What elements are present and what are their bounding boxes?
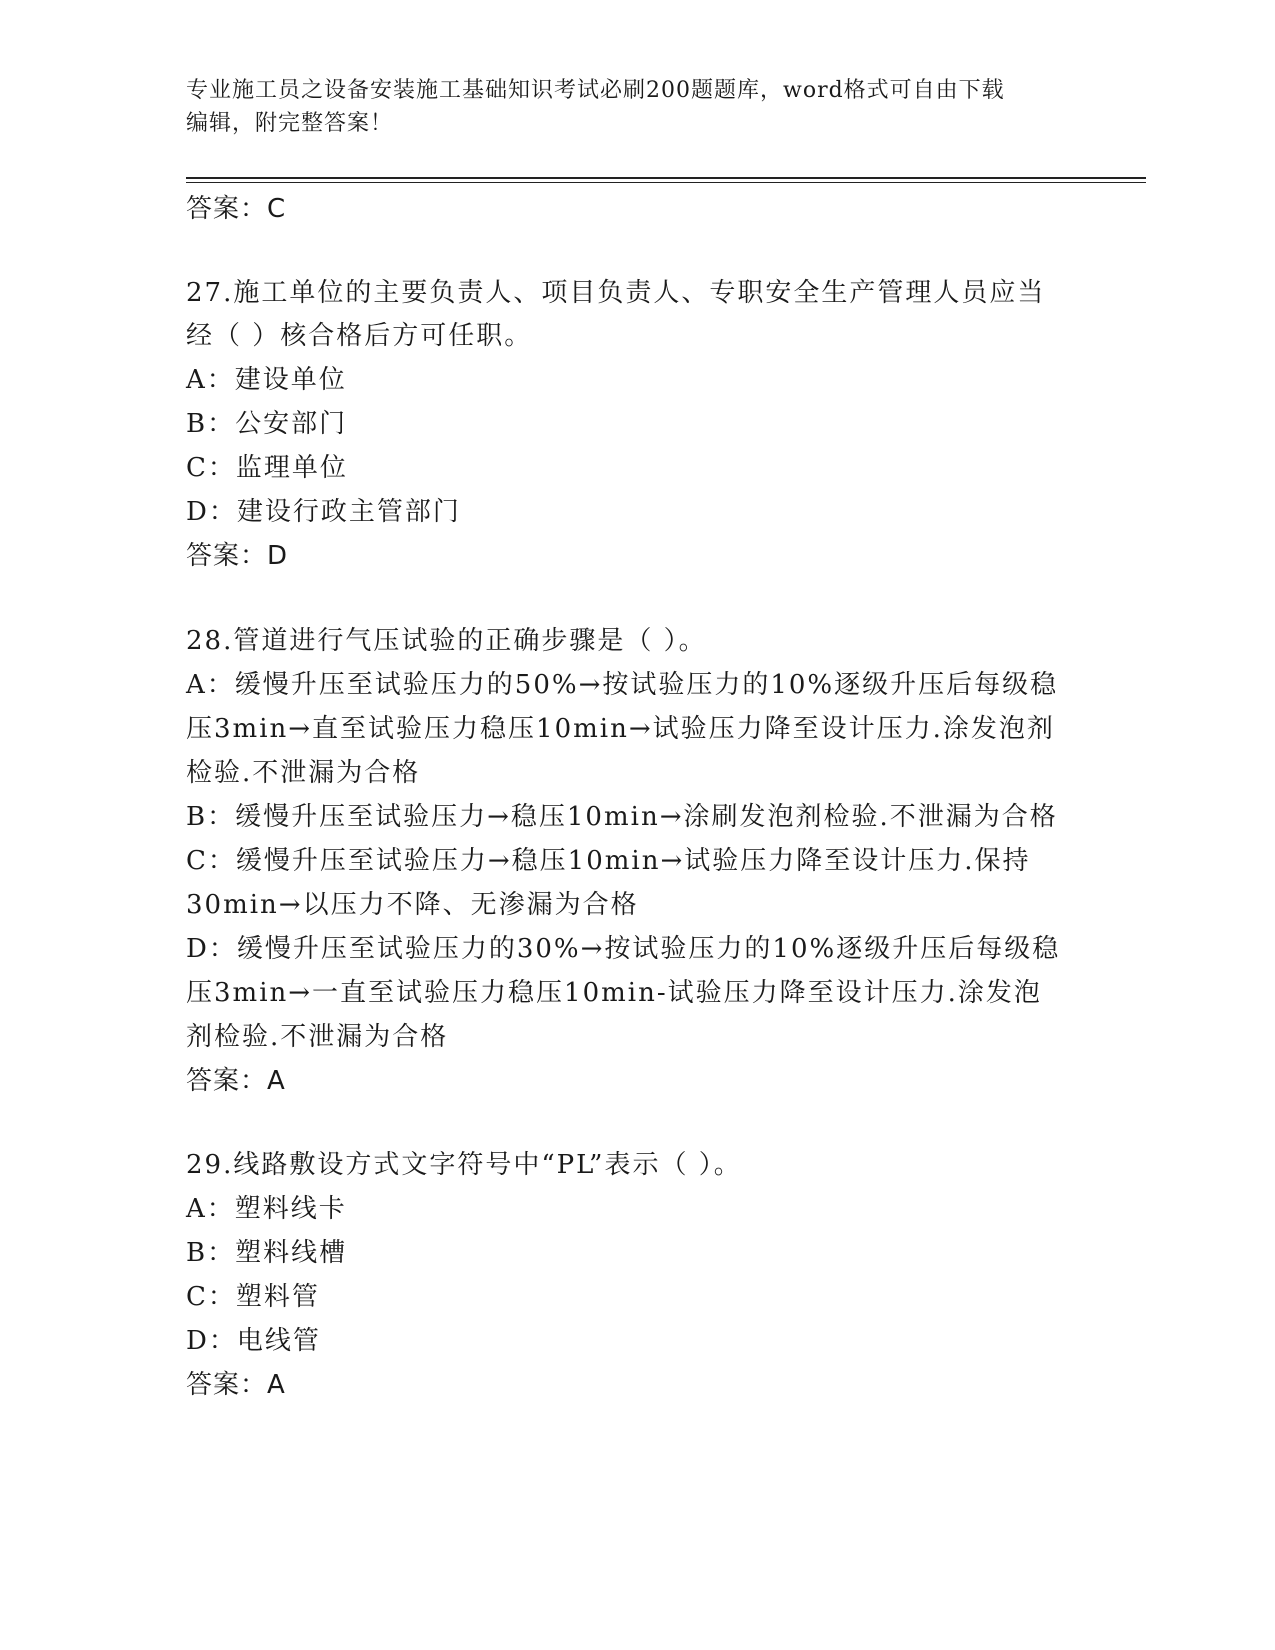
answer-28: 答案：A: [186, 1066, 286, 1096]
question-29-text: 29.线路敷设方式文字符号中“PL”表示（ ）。: [186, 1150, 742, 1180]
answer-27: 答案：D: [186, 541, 289, 571]
question-28-option-d-line-2: 压3min→一直至试验压力稳压10min-试验压力降至设计压力.涂发泡: [186, 978, 1042, 1008]
question-27-option-b: B：公安部门: [186, 409, 348, 439]
question-27-text-line-1: 27.施工单位的主要负责人、项目负责人、专职安全生产管理人员应当: [186, 278, 1046, 308]
answer-29: 答案：A: [186, 1370, 286, 1400]
question-28-option-d-line-3: 剂检验.不泄漏为合格: [186, 1022, 449, 1052]
header-divider-thin: [186, 182, 1146, 183]
answer-26: 答案：C: [186, 194, 287, 224]
question-28-option-c-line-1: C：缓慢升压至试验压力→稳压10min→试验压力降至设计压力.保持: [186, 846, 1031, 876]
header-line-2: 编辑，附完整答案！: [186, 111, 394, 136]
header-line-1: 专业施工员之设备安装施工基础知识考试必刷200题题库，word格式可自由下载: [186, 78, 1005, 103]
question-27-text-line-2: 经（ ）核合格后方可任职。: [186, 321, 533, 351]
question-28-option-a-line-1: A：缓慢升压至试验压力的50%→按试验压力的10%逐级升压后每级稳: [186, 670, 1059, 700]
question-27-option-a: A：建设单位: [186, 365, 347, 395]
header-divider-thick: [186, 177, 1146, 179]
question-29-option-b: B：塑料线槽: [186, 1238, 348, 1268]
question-28-option-d-line-1: D：缓慢升压至试验压力的30%→按试验压力的10%逐级升压后每级稳: [186, 934, 1061, 964]
question-27-option-d: D：建设行政主管部门: [186, 497, 461, 527]
document-header: [186, 74, 1066, 140]
question-28-text: 28.管道进行气压试验的正确步骤是（ ）。: [186, 626, 707, 656]
question-28-option-a-line-3: 检验.不泄漏为合格: [186, 758, 421, 788]
question-27-option-c: C：监理单位: [186, 453, 348, 483]
question-29-option-a: A：塑料线卡: [186, 1194, 347, 1224]
question-29-option-c: C：塑料管: [186, 1282, 320, 1312]
question-28-option-b: B：缓慢升压至试验压力→稳压10min→涂刷发泡剂检验.不泄漏为合格: [186, 802, 1058, 832]
question-29-option-d: D：电线管: [186, 1326, 321, 1356]
document-page: [186, 0, 1146, 1650]
question-28-option-a-line-2: 压3min→直至试验压力稳压10min→试验压力降至设计压力.涂发泡剂: [186, 714, 1055, 744]
question-28-option-c-line-2: 30min→以压力不降、无渗漏为合格: [186, 890, 639, 920]
